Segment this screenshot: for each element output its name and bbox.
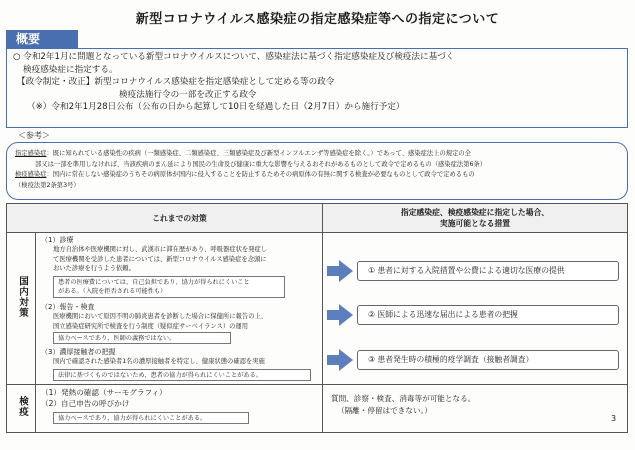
text-line: おいた診療を行うよう依頼。 <box>53 265 135 272</box>
note-box: 協力ベースであり、医師の義務ではない。 <box>53 332 231 344</box>
quarantine-measure: 質問、診察・検査、消毒等が可能となる。 <box>331 394 476 403</box>
section-text <box>53 245 321 274</box>
section-title: （1）診療 <box>41 236 74 244</box>
row-label-quarantine: 検疫 <box>17 396 28 417</box>
quarantine-item: （2）自己申告の呼びかけ <box>41 399 130 408</box>
summary-line: 検疫法施行令の一部を改正する政令 <box>119 89 257 100</box>
arrow-icon <box>339 349 353 371</box>
note-box: 協力ベースであり、協力が得られにくいことがある。 <box>53 412 249 424</box>
divider <box>322 204 323 432</box>
divider <box>7 232 627 233</box>
quarantine-measure: （隔離・停留はできない。） <box>337 406 432 415</box>
summary-line: ○ 令和2年1月に問題となっている新型コロナウイルスについて、感染症法に基づく指定感染症及び検疫法に基づく <box>13 52 455 62</box>
summary-line: （※）令和2年1月28日公布（公布の日から起算して10日を経過した日（2月7日）から施行予定） <box>27 102 405 112</box>
arrow-icon <box>339 260 353 282</box>
quarantine-item: （1）発熱の確認（サーモグラフィ） <box>41 388 167 397</box>
note-box <box>53 276 285 298</box>
definition-text: 部又は一部を準用しなければ、当該疾病のまん延により国民の生命及び健康に重大な影響を与えるおそれがあるものとして政令で定めるもの（感染症法第6条） <box>35 160 487 168</box>
summary-box <box>6 48 628 128</box>
summary-line: 【政令制定・改正】新型コロナウイルス感染症を指定感染症として定める等の政令 <box>17 77 335 87</box>
note-box: 法律に基づくものではないため、患者の協力が得られにくいことがある。 <box>53 369 311 381</box>
measure-box: ① 患者に対する入院措置や公費による適切な医療の提供 <box>357 261 619 281</box>
col2-header-line1: 指定感染症、検疫感染症に指定した場合、 <box>400 208 550 217</box>
text-line: 国立感染症研究所で検査を行う制度（疑似症サーベイランス）の運用 <box>53 322 249 330</box>
definition-term: 指定感染症 <box>15 150 47 157</box>
section-text: 国内で確認された感染者1名の濃厚接触者を特定し、健康状態の確認を実施 <box>53 358 265 365</box>
definition-text: ：国内に常在しない感染症のうちその病原体が国内に侵入することを防止するためその病原体の有無に関する検査が必要なものとして政令で定めるもの <box>46 171 475 178</box>
divider <box>7 384 627 385</box>
summary-line: 検疫感染症に指定する。 <box>23 64 118 75</box>
page-title: 新型コロナウイルス感染症の指定感染症等への指定について <box>135 12 500 27</box>
definition-text: ：既に知られている感染性の疾病（一類感染症、二類感染症、三類感染症及び新型インフルエンザ等感染症を除く。）であって、感染症法上の規定の全 <box>46 150 471 157</box>
section-text <box>53 312 321 331</box>
arrow-icon <box>339 304 353 326</box>
summary-heading: 概要 <box>6 30 78 48</box>
measure-box: ② 医師による迅速な届出による患者の把握 <box>357 305 619 325</box>
text-line: がある。（入院を拒否される可能性も） <box>58 288 167 295</box>
text-line: 医療機関において原因不明の肺炎患者を診断した場合に保健所に報告の上、 <box>53 313 268 320</box>
comparison-table <box>6 203 628 433</box>
arrow-icon <box>327 310 339 320</box>
measure-box: ③ 患者発生時の積極的疫学調査（接触者調査） <box>357 350 619 370</box>
section-title: （2）報告・検査 <box>41 303 95 311</box>
page-number: 3 <box>611 414 617 423</box>
col1-header: これまでの対策 <box>152 214 207 223</box>
reference-label: ＜参考＞ <box>18 131 50 140</box>
definitions-box <box>6 142 628 200</box>
definition-term: 検疫感染症 <box>15 171 47 178</box>
text-line: 地方自治体や医療機関に対し、武漢市に滞在歴があり、呼吸器症状を発症し <box>53 246 268 253</box>
divider <box>35 232 36 432</box>
row-label-domestic: 国内対策 <box>17 276 28 318</box>
arrow-icon <box>327 355 339 365</box>
text-line: て医療機関を受診した患者については、新型コロナウイルス感染症を念頭に <box>53 255 267 263</box>
text-line: 患者の医療費については、自己負担であり、協力が得られにくいこと <box>58 279 250 286</box>
definition-text: （検疫法第2条第3号） <box>15 181 80 189</box>
arrow-icon <box>327 266 339 276</box>
section-title: （3）濃厚接触者の把握 <box>41 348 116 356</box>
col2-header-line2: 実施可能となる措置 <box>439 219 511 228</box>
